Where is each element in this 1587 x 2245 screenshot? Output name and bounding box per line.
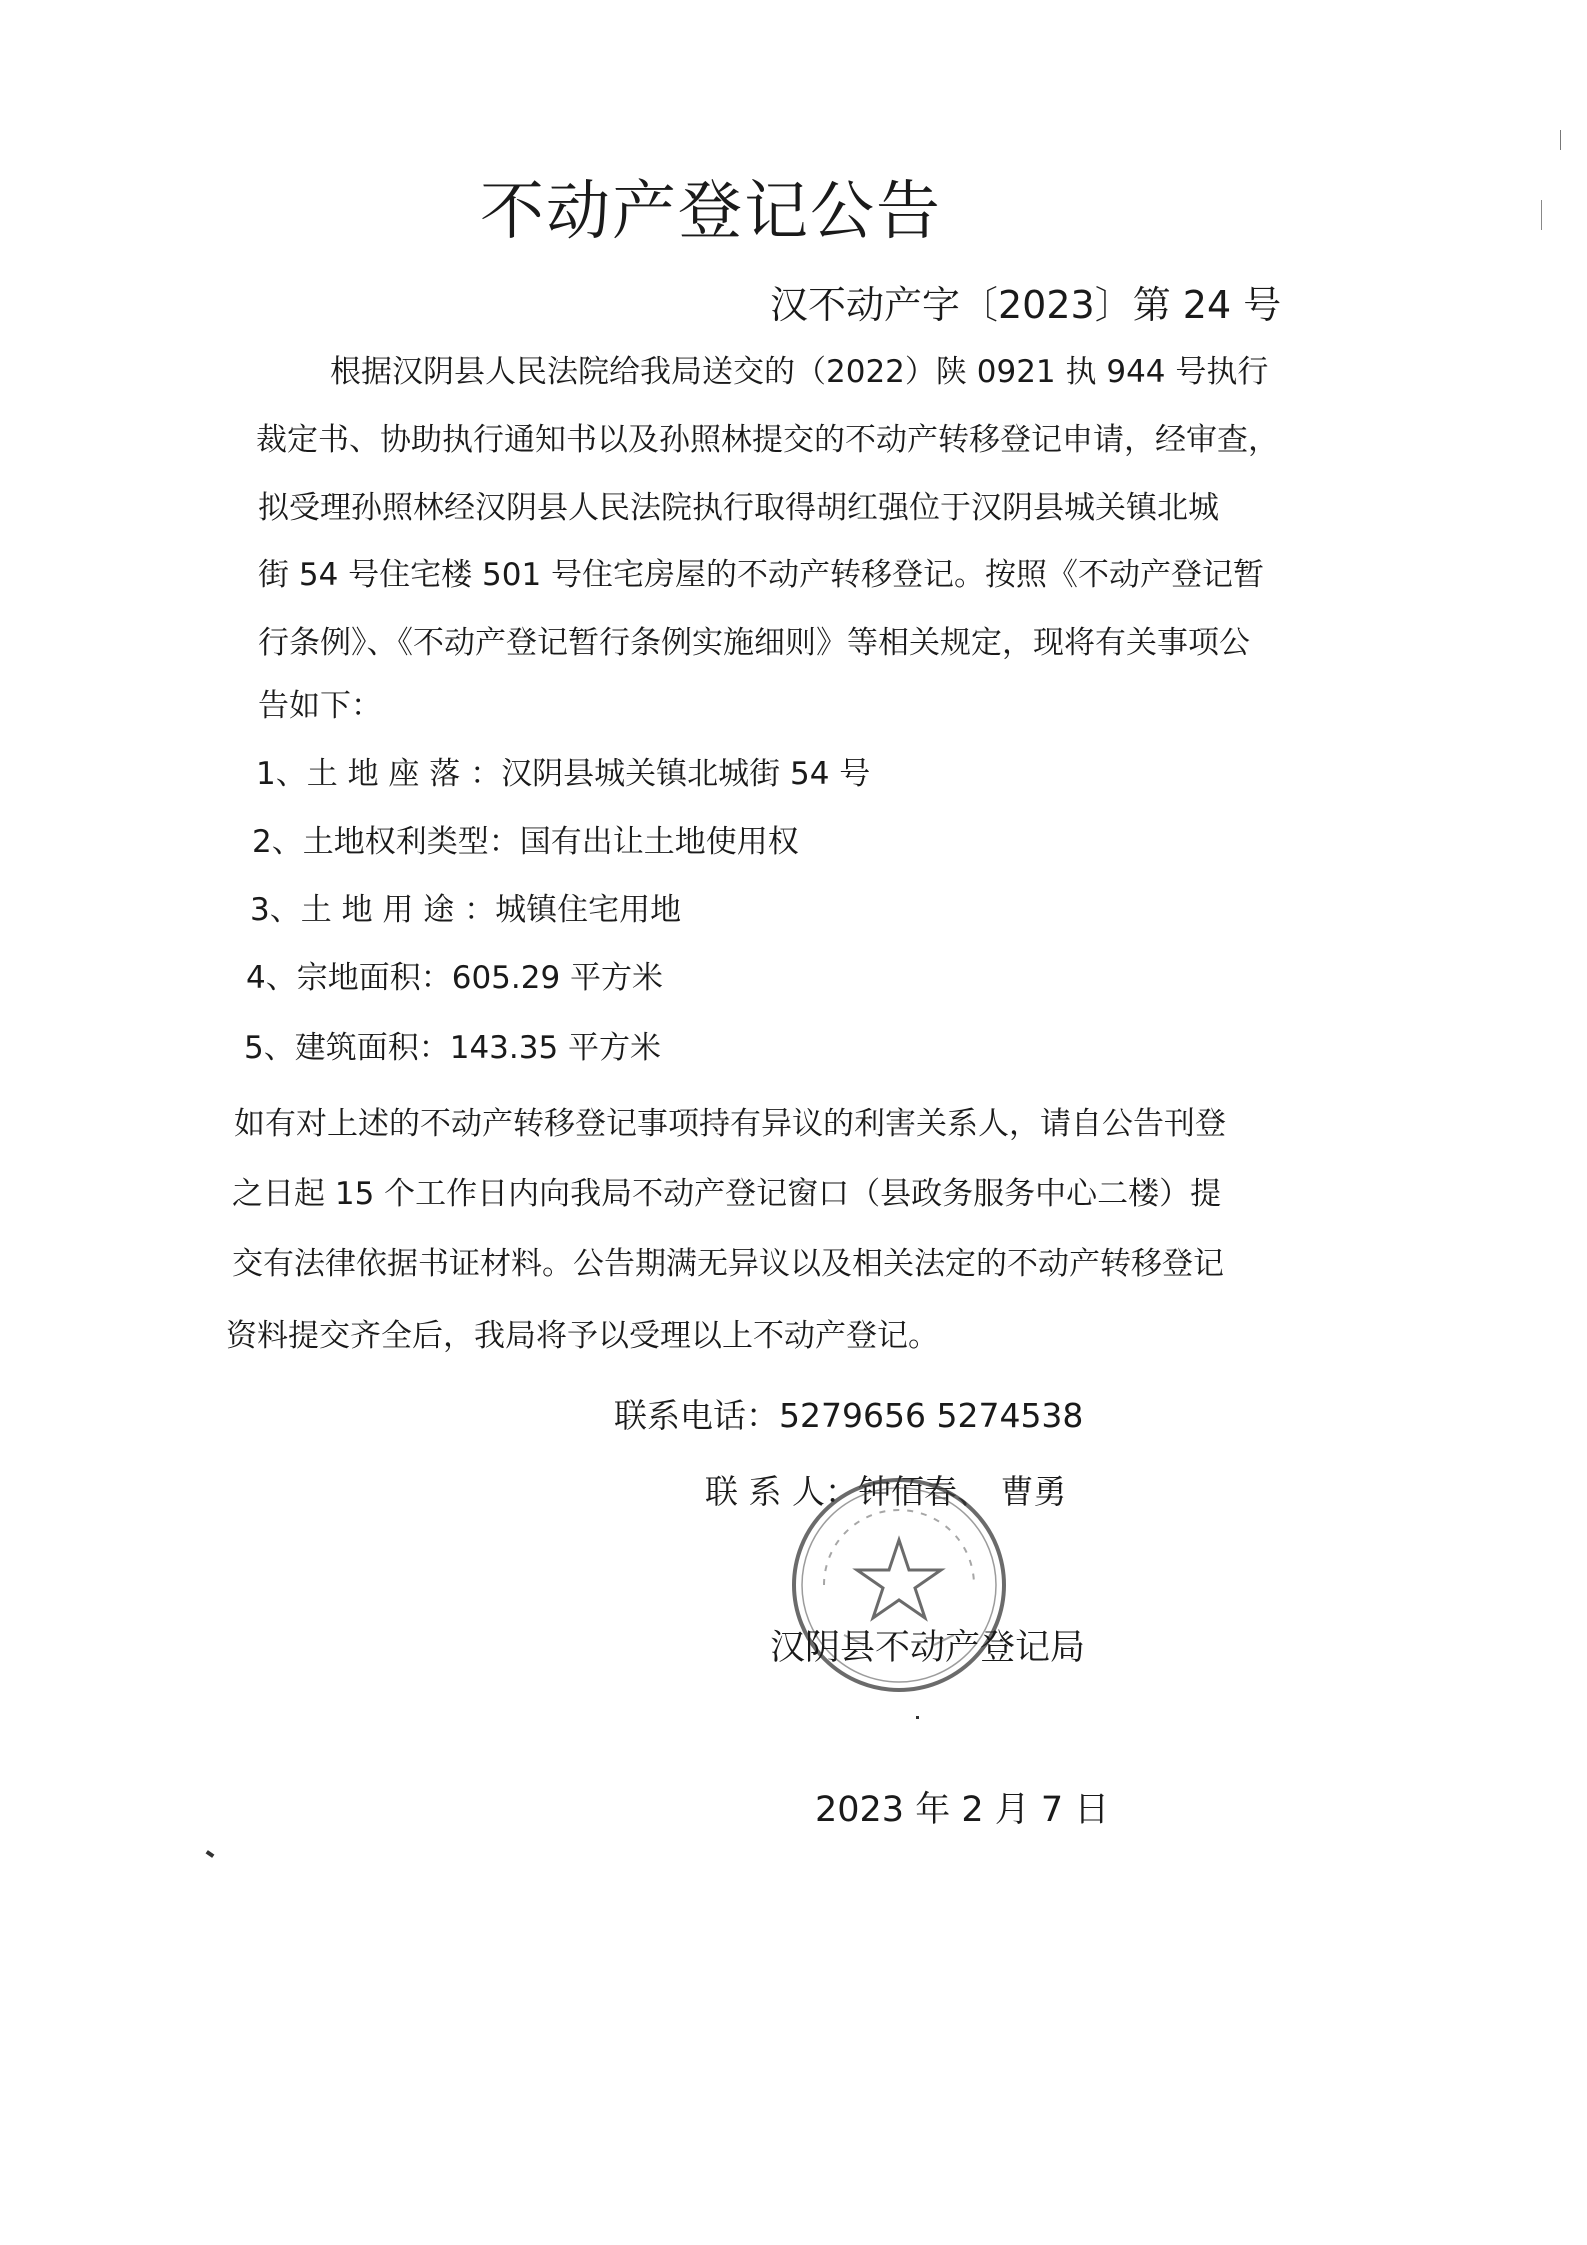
intro-line: 告如下：: [258, 688, 382, 724]
scan-edge-mark: [1560, 130, 1561, 150]
intro-line: 街 54 号住宅楼 501 号住宅房屋的不动产转移登记。按照《不动产登记暂: [258, 557, 1265, 593]
document-number: 汉不动产字〔2023〕第 24 号: [770, 283, 1282, 327]
intro-line: 裁定书、协助执行通知书以及孙照林提交的不动产转移登记申请，经审查，: [256, 422, 1279, 458]
intro-line: 拟受理孙照林经汉阴县人民法院执行取得胡红强位于汉阴县城关镇北城: [258, 490, 1219, 526]
notice-line: 交有法律依据书证材料。公告期满无异议以及相关法定的不动产转移登记: [232, 1246, 1224, 1282]
list-item: 2、土地权利类型：国有出让土地使用权: [252, 824, 799, 860]
list-item: 5、建筑面积：143.35 平方米: [244, 1030, 662, 1066]
list-item: 3、土 地 用 途 ：城镇住宅用地: [250, 892, 682, 928]
notice-line: 资料提交齐全后，我局将予以受理以上不动产登记。: [226, 1318, 939, 1354]
document-title: 不动产登记公告: [480, 175, 942, 249]
intro-line: 根据汉阴县人民法院给我局送交的（2022）陕 0921 执 944 号执行: [330, 354, 1269, 390]
notice-line: 如有对上述的不动产转移登记事项持有异议的利害关系人，请自公告刊登: [234, 1106, 1226, 1142]
scan-edge-mark: [1541, 200, 1542, 230]
intro-line: 行条例》、《不动产登记暂行条例实施细则》等相关规定，现将有关事项公: [258, 625, 1250, 661]
dot-mark: [916, 1716, 919, 1719]
contact-phone: 联系电话：5279656 5274538: [614, 1396, 1084, 1435]
list-item: 4、宗地面积：605.29 平方米: [246, 960, 664, 996]
issue-date: 2023 年 2 月 7 日: [815, 1790, 1110, 1830]
issuer-name: 汉阴县不动产登记局: [770, 1628, 1086, 1668]
contact-person: 联 系 人：钟佰春、 曹勇: [705, 1472, 1067, 1511]
list-item: 1、土 地 座 落 ：汉阴县城关镇北城街 54 号: [256, 756, 871, 792]
stray-mark: [206, 1850, 215, 1858]
notice-line: 之日起 15 个工作日内向我局不动产登记窗口（县政务服务中心二楼）提: [232, 1176, 1222, 1212]
